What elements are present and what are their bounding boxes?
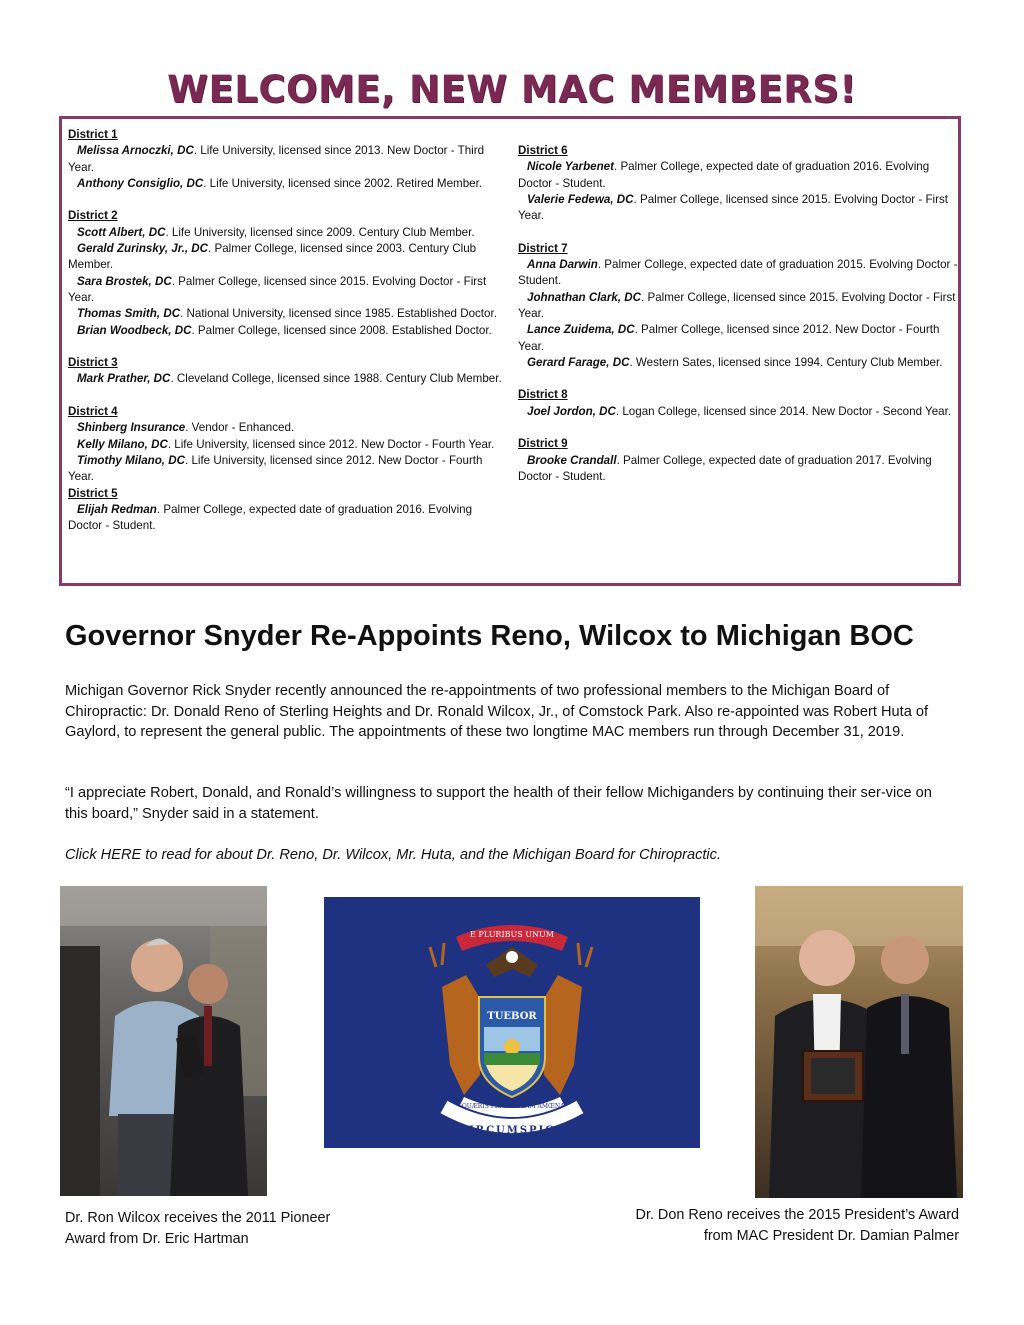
member-name: Kelly Milano, DC [77,437,168,451]
members-column-left [68,127,508,534]
member-details: . Palmer College, licensed since 2008. Established Doctor. [191,323,492,337]
article-paragraph: Michigan Governor Rick Snyder recently announced the re-appointments of two professional members to the Michigan Board of Chiropractic: Dr. Donald Reno of Sterling Heights and Dr. Ronald Wilcox, Jr., of Comstock Park. Also re-appointed was Robert Huta of Gaylord, to represent the general public. The appointments of these two longtime MAC members run through December 31, 2019. [65,683,929,740]
member-details: . Palmer College, expected date of graduation 2017. Evolving Doctor - Student. [518,453,932,483]
member-entry [68,437,508,453]
article-title: Governor Snyder Re-Appoints Reno, Wilcox to Michigan BOC [65,620,914,652]
member-name: Nicole Yarbenet [527,160,614,174]
michigan-flag-image [324,897,700,1148]
member-details: . National University, licensed since 1985. Established Doctor. [180,307,497,321]
district-block [68,486,508,535]
member-details: . Palmer College, licensed since 2015. Evolving Doctor - First Year. [518,290,956,320]
member-entry [68,306,508,322]
member-entry [518,159,958,192]
member-name: Brian Woodbeck, DC [77,323,192,337]
member-details: . Life University, licensed since 2009. Century Club Member. [165,225,475,239]
flag-bottom-banner: SI QUÆRIS PENINSULAM AMŒNAM [453,1103,571,1110]
article-quote: “I appreciate Robert, Donald, and Ronald’s willingness to support the health of their fellow Michiganders by continuing their ser-vice on this board,” Snyder said in a statement. [65,785,932,822]
member-name: Anna Darwin [527,258,598,272]
member-details: . Western Sates, licensed since 1994. Century Club Member. [629,355,943,369]
district-title: District 2 [68,209,118,223]
district-block [68,208,508,338]
member-entry [68,502,508,535]
district-block [518,436,958,485]
member-entry [518,192,958,225]
member-details: . Life University, licensed since 2012. New Doctor - Fourth Year. [167,437,495,451]
district-title: District 3 [68,356,118,370]
member-entry [68,453,508,486]
member-entry [68,225,508,241]
district-block [518,143,958,224]
flag-shield-word: TUEBOR [487,1011,537,1022]
district-block [518,387,958,420]
member-name: Lance Zuidema, DC [527,323,635,337]
member-details: . Palmer College, expected date of graduation 2015. Evolving Doctor - Student. [518,258,958,288]
district-block [518,241,958,371]
member-details: . Palmer College, licensed since 2003. Century Club Member. [68,242,477,272]
member-name: Joel Jordon, DC [527,404,616,418]
member-entry [518,404,958,420]
district-title: District 6 [518,144,568,157]
district-block [68,355,508,388]
member-name: Thomas Smith, DC [77,307,181,321]
member-name: Mark Prather, DC [77,372,171,386]
member-entry [68,323,508,339]
member-name: Anthony Consiglio, DC [77,176,204,190]
member-entry [518,290,958,323]
member-entry [518,322,958,355]
member-entry [68,420,508,436]
district-title: District 4 [68,405,118,419]
member-entry [68,371,508,387]
member-name: Brooke Crandall [527,453,617,467]
read-more-link[interactable]: Click HERE to read for about Dr. Reno, Dr. Wilcox, Mr. Huta, and the Michigan Board for Chiropractic. [65,847,722,863]
member-details: . Logan College, licensed since 2014. New Doctor - Second Year. [615,404,952,418]
left-photo-caption: Dr. Ron Wilcox receives the 2011 Pioneer Award from Dr. Eric Hartman [65,1210,331,1247]
member-details: . Life University, licensed since 2013. New Doctor - Third Year. [68,144,485,174]
member-name: Timothy Milano, DC [77,453,185,467]
page-headline: WELCOME, NEW MAC MEMBERS! [167,68,857,111]
member-details: . Palmer College, expected date of graduation 2016. Evolving Doctor - Student. [518,160,930,190]
district-title: District 7 [518,241,568,255]
member-details: . Vendor - Enhanced. [185,421,295,435]
member-details: . Palmer College, licensed since 2015. Evolving Doctor - First Year. [518,192,948,223]
member-name: Gerald Zurinsky, Jr., DC [77,242,209,256]
member-entry [68,274,508,307]
member-name: Valerie Fedewa, DC [527,192,634,206]
district-title: District 1 [68,128,118,141]
member-details: . Palmer College, licensed since 2012. New Doctor - Fourth Year. [518,323,940,353]
flag-motto: CIRCUMSPICE [459,1125,565,1136]
member-details: . Life University, licensed since 2012. New Doctor - Fourth Year. [68,453,483,484]
member-entry [518,257,958,290]
member-entry [518,355,958,371]
member-details: . Cleveland College, licensed since 1988. Century Club Member. [170,372,502,386]
member-entry [68,143,508,176]
member-entry [68,176,508,192]
member-entry [68,241,508,274]
member-details: . Palmer College, expected date of graduation 2016. Evolving Doctor - Student. [68,502,473,533]
member-details: . Life University, licensed since 2002. Retired Member. [203,176,483,190]
district-title: District 8 [518,388,568,402]
wilcox-award-photo [60,886,267,1196]
member-name: Scott Albert, DC [77,225,166,239]
right-photo-caption: Dr. Don Reno receives the 2015 President’s Award from MAC President Dr. Damian Palmer [635,1207,959,1244]
reno-award-photo [755,886,963,1198]
member-entry [518,453,958,486]
district-block [68,127,508,192]
district-title: District 9 [518,437,568,451]
member-name: Johnathan Clark, DC [527,290,642,304]
district-title: District 5 [68,486,118,500]
flag-top-banner: E PLURIBUS UNUM [470,930,554,939]
member-name: Elijah Redman [77,502,157,516]
members-column-right [518,143,958,485]
member-name: Sara Brostek, DC [77,274,172,288]
member-name: Melissa Arnoczki, DC [77,144,194,158]
member-name: Gerard Farage, DC [527,355,630,369]
member-name: Shinberg Insurance [77,421,186,435]
member-details: . Palmer College, licensed since 2015. Evolving Doctor - First Year. [68,274,487,304]
district-block [68,404,508,485]
new-members-box [59,116,961,586]
